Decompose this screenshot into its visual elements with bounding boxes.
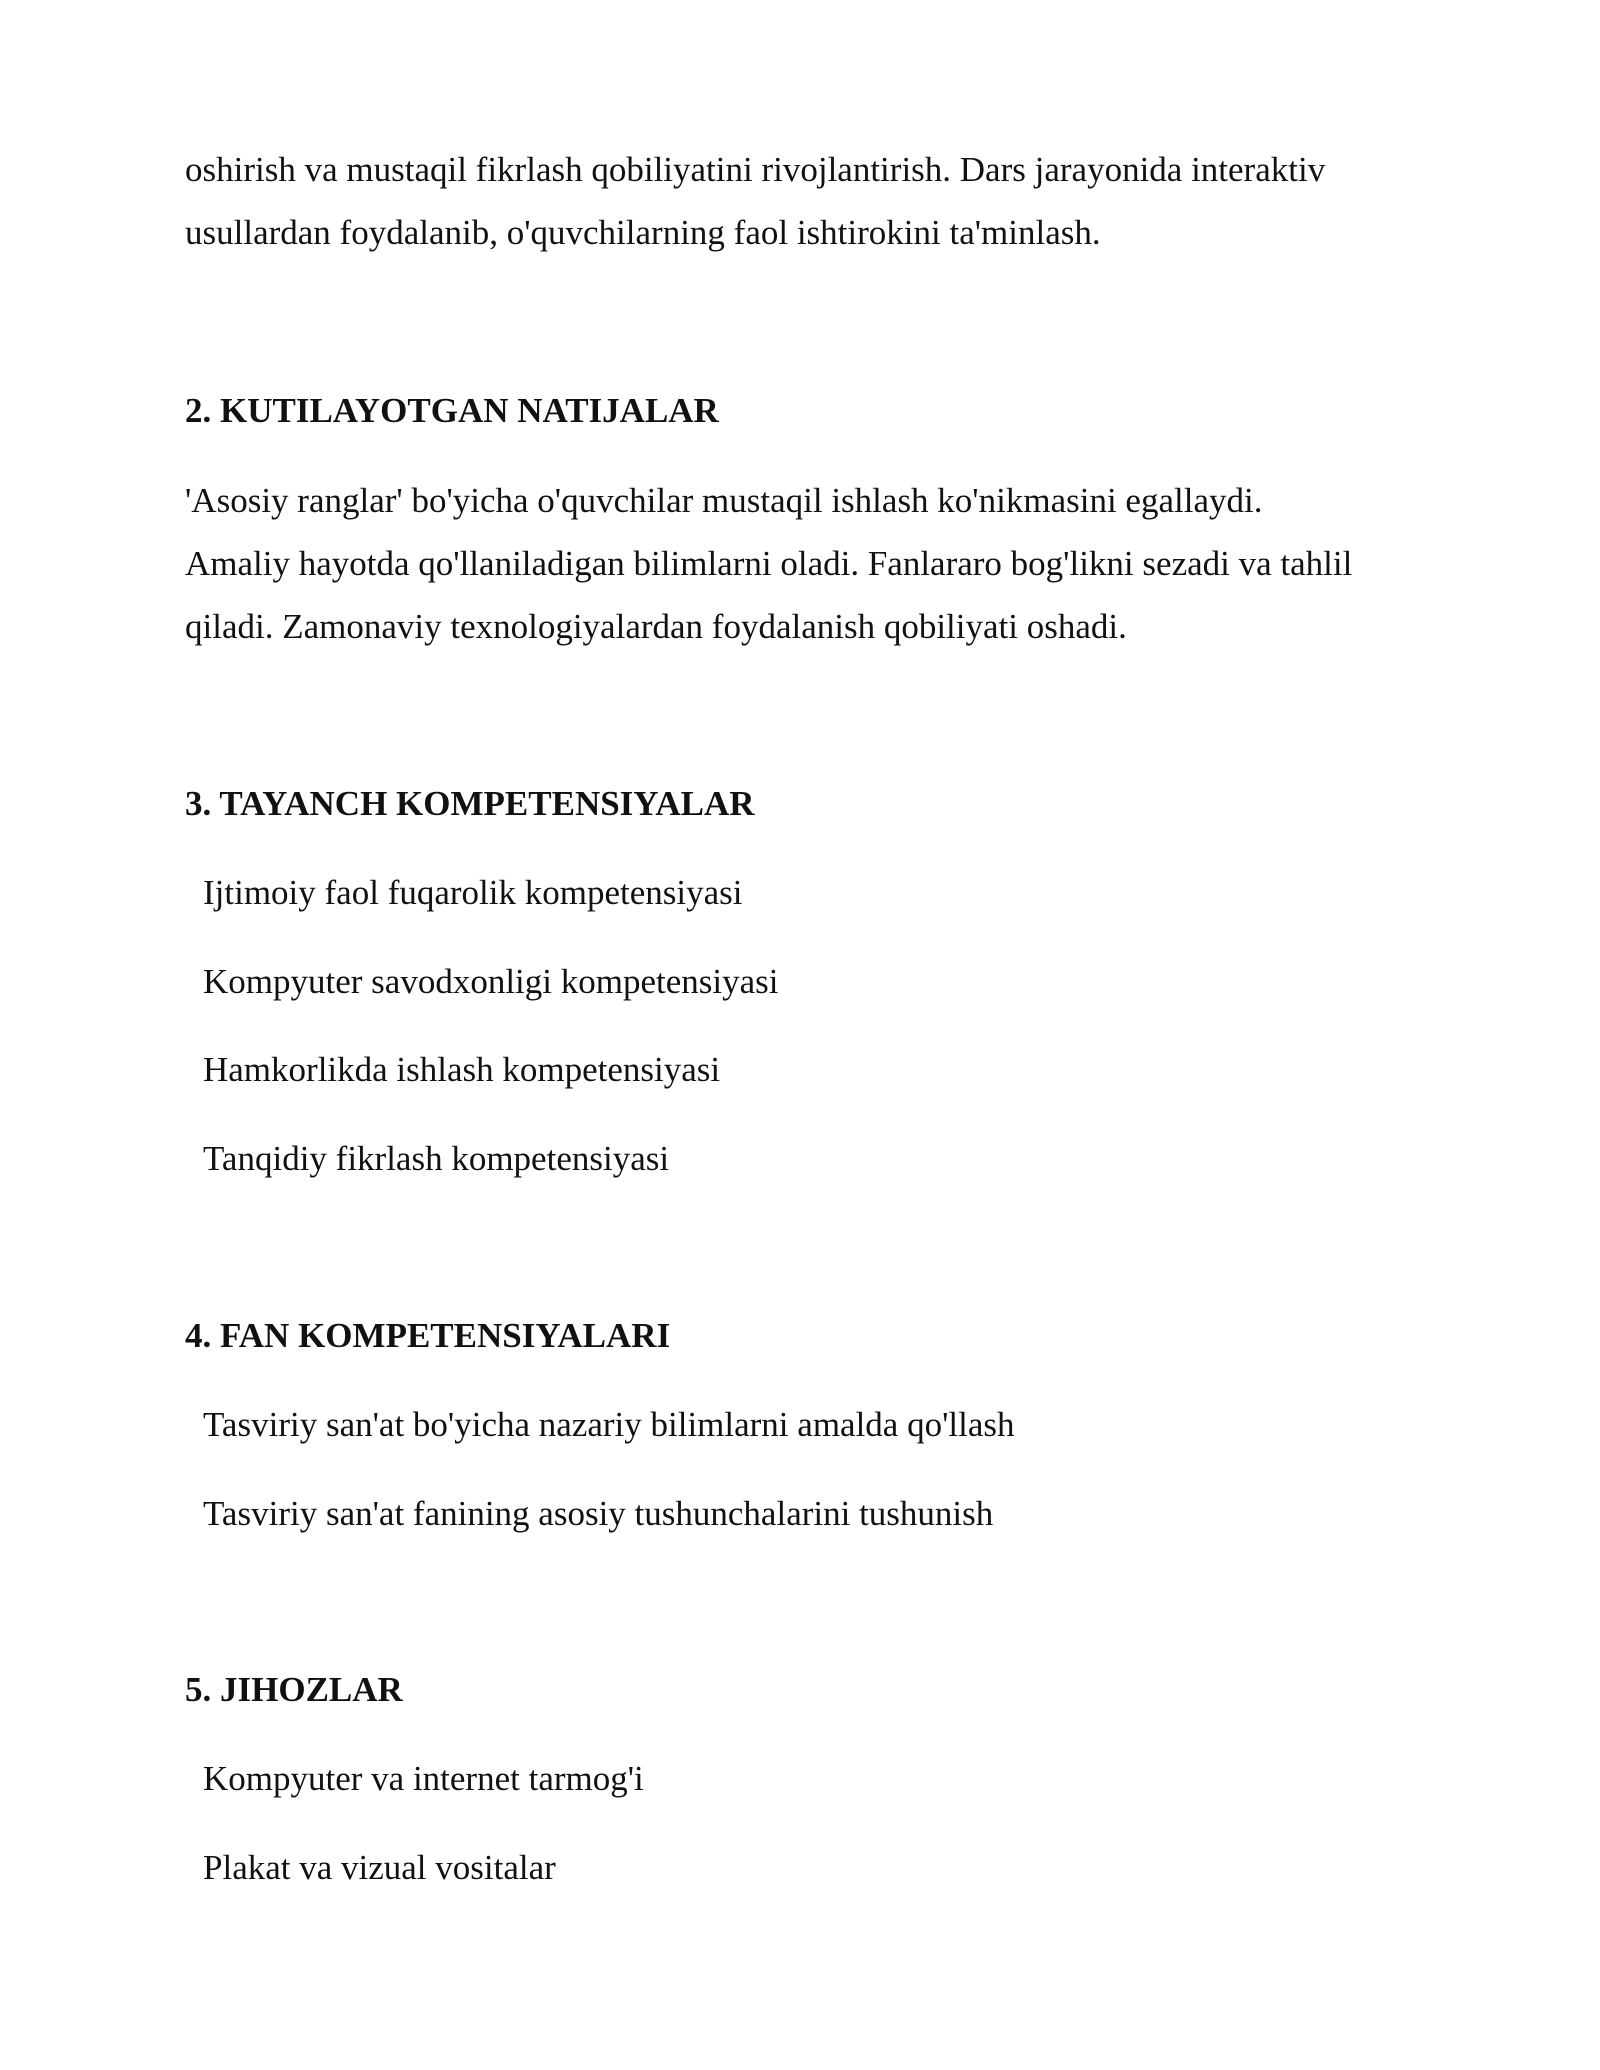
section-heading: 3. TAYANCH KOMPETENSIYALAR <box>185 784 755 823</box>
list-item: Tanqidiy fikrlash kompetensiyasi <box>203 1139 670 1178</box>
list-item: Tasviriy san'at fanining asosiy tushunchalarini tushunish <box>203 1494 994 1533</box>
intro-line: oshirish va mustaqil fikrlash qobiliyatini rivojlantirish. Dars jarayonida interaktiv <box>185 150 1326 189</box>
list-item: Plakat va vizual vositalar <box>203 1848 556 1887</box>
list-item: Kompyuter savodxonligi kompetensiyasi <box>203 962 779 1001</box>
paragraph-line: qiladi. Zamonaviy texnologiyalardan foydalanish qobiliyati oshadi. <box>185 607 1127 646</box>
list-item: Kompyuter va internet tarmog'i <box>203 1759 644 1798</box>
list-item: Tasviriy san'at bo'yicha nazariy bilimlarni amalda qo'llash <box>203 1405 1015 1444</box>
paragraph-line: 'Asosiy ranglar' bo'yicha o'quvchilar mustaqil ishlash ko'nikmasini egallaydi. <box>185 481 1263 520</box>
section-heading: 5. JIHOZLAR <box>185 1670 403 1709</box>
paragraph-line: Amaliy hayotda qo'llaniladigan bilimlarni oladi. Fanlararo bog'likni sezadi va tahlil <box>185 544 1353 583</box>
section-heading: 2. KUTILAYOTGAN NATIJALAR <box>185 391 719 430</box>
intro-line: usullardan foydalanib, o'quvchilarning faol ishtirokini ta'minlash. <box>185 213 1101 252</box>
section-heading: 4. FAN KOMPETENSIYALARI <box>185 1316 671 1355</box>
list-item: Hamkorlikda ishlash kompetensiyasi <box>203 1050 721 1089</box>
list-item: Ijtimoiy faol fuqarolik kompetensiyasi <box>203 873 743 912</box>
